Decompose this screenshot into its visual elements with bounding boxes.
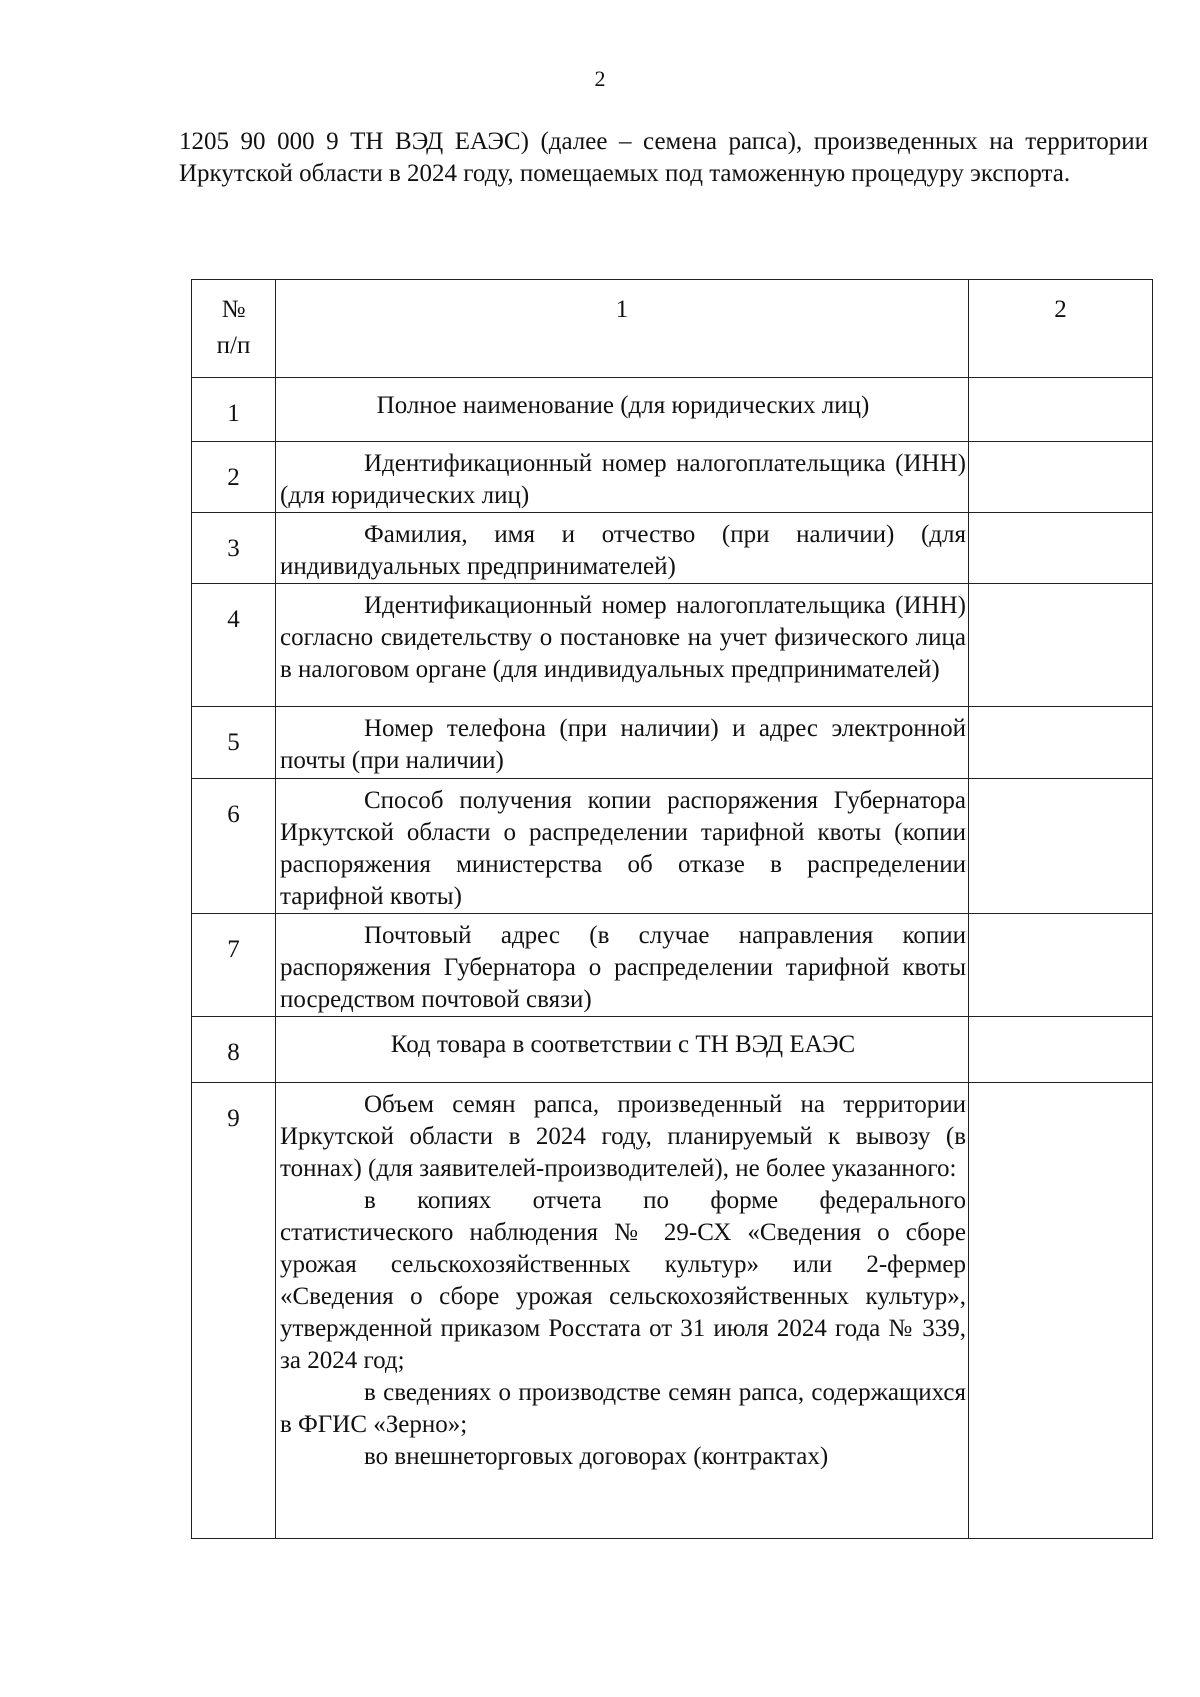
row-field-label: Код товара в соответствии с ТН ВЭД ЕАЭС: [276, 1017, 969, 1083]
row-value-cell[interactable]: [969, 1017, 1153, 1083]
row-number: 7: [192, 914, 276, 1017]
row-field-label: Идентификационный номер налогоплательщика (ИНН) (для юридических лиц): [280, 450, 966, 509]
header-num-symbol: №: [221, 296, 246, 323]
row-value-cell[interactable]: [969, 914, 1153, 1017]
row-field-subitem: в копиях отчета по форме федерального статистического наблюдения № 29-СХ «Сведения о сборе урожая сельскохозяйственных культур» или 2-фермер «Сведения о сборе урожая сельскохозяйственных культур», утвержденной приказом Росстата от 31 июля 2024 года № 339, за 2024 год;: [280, 1187, 966, 1374]
row-field-cell: [276, 914, 969, 1017]
table-row: [192, 378, 1153, 442]
page-number: 2: [594, 66, 606, 91]
row-number: 1: [192, 378, 276, 442]
table-row: [192, 1083, 1153, 1539]
row-field-cell: [276, 584, 969, 707]
table-row: [192, 779, 1153, 914]
row-number: 9: [192, 1083, 276, 1539]
table-header-row: [192, 280, 1153, 378]
application-form-table: [191, 279, 1153, 1539]
row-value-cell[interactable]: [969, 779, 1153, 914]
header-col1: 1: [276, 280, 969, 378]
row-field-cell: [276, 1083, 969, 1539]
row-field-label: Способ получения копии распоряжения Губернатора Иркутской области о распределении тарифной квоты (копии распоряжения министерства об отказе в распределении тарифной квоты): [280, 787, 966, 910]
table-row: [192, 1017, 1153, 1083]
intro-paragraph: 1205 90 000 9 ТН ВЭД ЕАЭС) (далее – семена рапса), произведенных на территории Иркутской области в 2024 году, помещаемых под таможенную процедуру экспорта.: [179, 128, 1148, 187]
table-row: [192, 707, 1153, 779]
table-row: [192, 914, 1153, 1017]
row-number: 8: [192, 1017, 276, 1083]
row-value-cell[interactable]: [969, 442, 1153, 513]
row-field-label: Фамилия, имя и отчество (при наличии) (для индивидуальных предпринимателей): [280, 521, 966, 580]
row-field-label: Полное наименование (для юридических лиц): [276, 378, 969, 442]
row-number: 5: [192, 707, 276, 779]
row-value-cell[interactable]: [969, 707, 1153, 779]
row-field-cell: [276, 442, 969, 513]
row-field-label: Почтовый адрес (в случае направления копии распоряжения Губернатора о распределении тарифной квоты посредством почтовой связи): [280, 922, 966, 1013]
row-field-label: Идентификационный номер налогоплательщика (ИНН) согласно свидетельству о постановке на учет физического лица в налоговом органе (для индивидуальных предпринимателей): [280, 592, 966, 683]
row-field-cell: [276, 707, 969, 779]
header-col2: 2: [969, 280, 1153, 378]
table-row: [192, 442, 1153, 513]
row-number: 6: [192, 779, 276, 914]
table-row: [192, 513, 1153, 584]
row-value-cell[interactable]: [969, 378, 1153, 442]
row-number: 4: [192, 584, 276, 707]
row-value-cell[interactable]: [969, 513, 1153, 584]
header-num-abbrev: п/п: [216, 332, 251, 359]
row-value-cell[interactable]: [969, 584, 1153, 707]
row-number: 3: [192, 513, 276, 584]
row-field-label: Объем семян рапса, произведенный на территории Иркутской области в 2024 году, планируемый к вывозу (в тоннах) (для заявителей-производителей), не более указанного:: [280, 1091, 966, 1182]
row-field-label: Номер телефона (при наличии) и адрес электронной почты (при наличии): [280, 715, 966, 774]
row-field-cell: [276, 513, 969, 584]
row-field-cell: [276, 779, 969, 914]
row-field-subitem: в сведениях о производстве семян рапса, содержащихся в ФГИС «Зерно»;: [280, 1379, 966, 1438]
row-number: 2: [192, 442, 276, 513]
header-num-cell: [192, 280, 276, 378]
row-field-subitem: во внешнеторговых договорах (контрактах): [364, 1443, 829, 1470]
row-value-cell[interactable]: [969, 1083, 1153, 1539]
table-row: [192, 584, 1153, 707]
